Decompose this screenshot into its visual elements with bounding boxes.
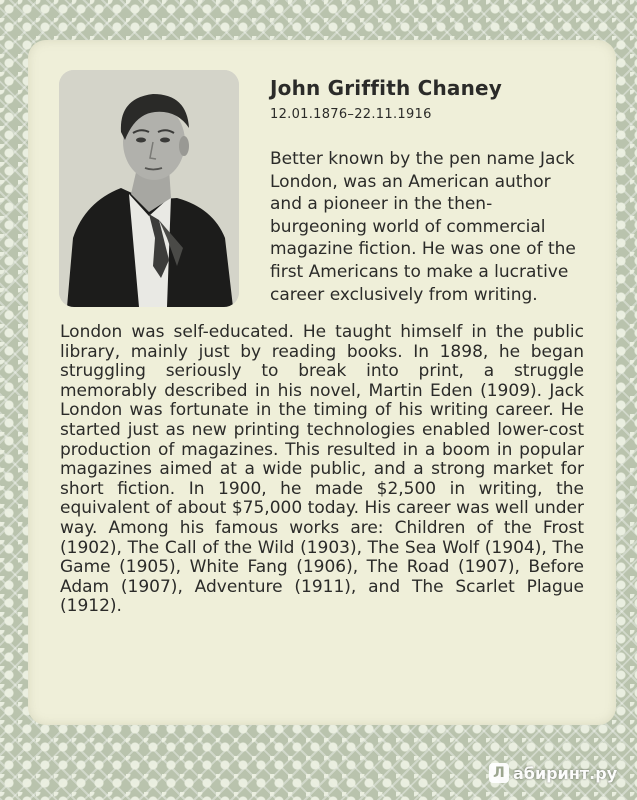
author-name: John Griffith Chaney bbox=[270, 76, 503, 100]
biography-paragraph: London was self-educated. He taught himself in the public library, mainly just by reading books. In 1898, he began struggling seriously to break into print, a struggle memorably described in his novel, Martin Eden (1909). Jack London was fortunate in the timing of his writing career. He started just as new printing technologies enabled lower-cost production of magazines. This resulted in a boom in popular magazines aimed at a wide public, and a strong market for short fiction. In 1900, he made $2,500 in writing, the equivalent of about $75,000 today. His career was well under way. Among his famous works are: Children of the Frost (1902), The Call of the Wild (1903), The Sea Wolf (1904), The Game (1905), White Fang (1906), The Road (1907), Before Adam (1907), Adventure (1911), and The Scarlet Plague (1912). bbox=[60, 322, 584, 617]
bio-card bbox=[28, 40, 616, 725]
watermark-text: абиринт.ру bbox=[513, 763, 618, 783]
watermark-logo bbox=[489, 763, 617, 783]
author-portrait-photo bbox=[59, 70, 239, 307]
watermark-badge-icon: Л bbox=[489, 763, 509, 783]
intro-paragraph: Better known by the pen name Jack London, was an American author and a pioneer in the then-burgeoning world of commercial magazine fiction. He was one of the first Americans to make a lucrative career exclusively from writing. bbox=[270, 149, 576, 305]
author-dates: 12.01.1876–22.11.1916 bbox=[270, 107, 432, 122]
